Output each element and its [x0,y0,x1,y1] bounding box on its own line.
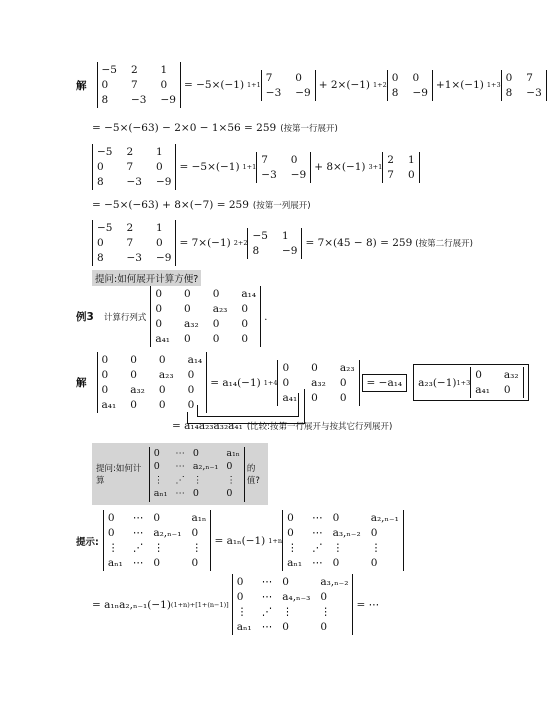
matrix-entry: −9 [295,86,311,99]
matrix-entry: ⋮ [320,606,331,618]
matrix-entry: 0 [287,527,294,539]
matrix-entry: 1 [155,146,163,158]
calc-line: = −5×(−63) − 2×0 − 1×56 = 259 [92,122,277,134]
matrix-entry: −3 [261,168,277,181]
det-4x4 [150,286,261,347]
matrix-entry: 0 [158,384,166,396]
matrix-entry: 8 [101,94,109,106]
matrix-entry: ⋮ [236,606,248,618]
example-text: 计算行列式 [103,312,147,323]
question-text: 提问:如何计算 [96,464,142,486]
matrix-entry: 2 [130,64,138,76]
matrix-entry: 0 [184,303,191,315]
minor-matrix [382,152,419,183]
matrix-entry: a₃₂ [184,318,199,330]
det-4x4 [97,352,208,413]
matrix-entry: 0 [153,447,160,459]
matrix-entry: a₄₁ [155,333,171,345]
matrix-entry: aₙ₁ [107,557,123,569]
matrix-entry: ⋯ [312,512,323,524]
matrix-entry: 0 [391,71,399,84]
matrix-entry: 1 [160,64,168,76]
matrix-entry: 0 [187,399,195,411]
expr: = a₁ₙ(−1) [214,534,266,547]
matrix-entry: ⋯ [261,576,273,588]
matrix-entry: 0 [158,354,166,366]
matrix-entry: 0 [475,369,482,381]
det-nxn [149,447,245,502]
matrix-entry: 0 [192,488,199,499]
matrix-entry: −3 [130,94,147,106]
minor-3x3 [277,360,359,406]
exponent: 1+n [268,536,283,545]
matrix-entry: a₃₂ [503,369,519,381]
exponent: 2+2 [233,239,248,247]
matrix-entry: 0 [407,168,415,181]
minor-matrix [247,228,302,259]
matrix-entry: 0 [241,333,249,345]
matrix-entry: aₙ₁ [287,557,303,569]
question-text: 的值? [246,464,260,486]
matrix-entry: −3 [126,176,142,188]
matrix-entry: 0 [107,527,115,539]
exponent: 1+3 [456,378,471,387]
boxed-term [362,374,408,392]
expr: = 7×(−1) [179,237,231,249]
connector [298,393,299,417]
matrix-entry: 0 [191,557,199,569]
matrix-entry: ⋯ [312,557,323,569]
matrix-entry: ⋯ [132,512,144,524]
matrix-entry: ⋯ [175,461,185,472]
matrix-entry: aₙ₁ [236,621,252,633]
matrix-entry: 0 [158,399,166,411]
matrix-entry: a₄₁ [475,384,490,396]
matrix-entry: 0 [320,621,328,633]
matrix-entry: 0 [332,557,340,569]
matrix-entry: −3 [126,252,142,264]
matrix-entry: 0 [107,512,115,524]
matrix-entry: 0 [101,384,109,396]
det-nxn-minor [282,510,404,571]
matrix-entry: 0 [130,399,137,411]
det-nxn [103,510,212,571]
matrix-entry: 0 [241,303,249,315]
note: (比较:按第一行展开与按其它行列展开) [246,422,393,432]
solution-label: 解 [76,79,87,92]
matrix-entry: 0 [153,512,161,524]
matrix-entry: 8 [252,244,260,257]
matrix-entry: ⋮ [191,542,202,554]
det-nxn-minor [232,574,354,635]
matrix-entry: −9 [281,244,298,257]
matrix-entry: 8 [505,86,513,99]
question-1: 提问:如何展开计算方便? [92,270,201,286]
matrix-entry: −9 [412,86,428,99]
matrix-entry: ⋮ [153,542,164,554]
matrix-entry: 7 [261,153,268,166]
expr: = −5×(−1) [179,161,240,173]
expr: a₂₃(−1) [418,376,457,389]
matrix-entry: 0 [191,527,199,539]
matrix-entry: 0 [153,461,160,472]
matrix-entry: 0 [241,318,249,330]
matrix-entry: a₂₃ [339,361,355,374]
matrix-entry: ⋮ [192,474,203,486]
example-label: 例3 [76,311,94,323]
expr: +1×(−1) [435,79,484,91]
matrix-entry: 0 [339,376,347,389]
boxed-term [413,364,528,401]
matrix-entry: 0 [370,527,378,539]
matrix-entry: ⋯ [312,527,323,539]
matrix-entry: 8 [97,176,104,188]
matrix-entry: ⋰ [312,542,323,554]
matrix-entry: −5 [101,64,117,76]
matrix-entry: 0 [505,71,513,84]
expr: + 2×(−1) [318,79,371,91]
expr: + 8×(−1) [314,161,366,173]
matrix-entry: 0 [282,361,290,374]
matrix-entry: a₂,ₙ₋₁ [153,527,182,539]
matrix-entry: a₂₃ [212,303,228,315]
matrix-entry: 7 [126,161,134,173]
matrix-entry: −9 [155,252,172,264]
matrix-entry: 0 [282,621,289,633]
matrix-entry: 0 [212,333,220,345]
matrix-entry: 0 [236,591,244,603]
minor-matrix [256,152,311,183]
matrix-entry: a₂,ₙ₋₁ [370,512,399,524]
matrix-entry: −3 [526,86,542,99]
matrix-entry: 1 [155,222,163,234]
matrix-entry: 0 [287,512,294,524]
matrix-entry: 7 [130,79,138,91]
matrix-entry: 0 [370,557,378,569]
matrix-entry: 0 [155,318,163,330]
expr: = −a₁₄ [366,376,403,389]
matrix-entry: 7 [387,168,394,181]
matrix-entry: ⋰ [261,606,273,618]
matrix-entry: 0 [160,79,168,91]
det-3x3 [92,144,176,190]
matrix-entry: 0 [184,333,191,345]
matrix-entry: a₃₂ [130,384,145,396]
result-line: = a₁₄a₂₃a₃₂a₄₁ [172,420,243,432]
matrix-entry: a₃,ₙ₋₂ [320,576,349,588]
matrix-entry: 0 [282,376,290,389]
matrix-entry: ⋮ [153,474,164,486]
matrix-entry: aₙ₁ [153,488,168,499]
matrix-entry: ⋮ [287,542,298,554]
matrix-entry: 0 [155,237,163,249]
matrix-entry: a₂,ₙ₋₁ [192,461,219,472]
matrix-entry: a₁₄ [241,288,257,300]
matrix-entry: 0 [101,369,109,381]
matrix-entry: a₃₂ [311,376,326,389]
matrix-entry: 0 [97,161,104,173]
matrix-entry: 0 [187,384,195,396]
matrix-entry: a₁ₙ [191,512,207,524]
exponent: 3+1 [368,163,383,171]
matrix-entry: 7 [265,71,273,84]
period: . [264,310,268,323]
matrix-entry: −5 [97,146,113,158]
exponent: 1+2 [373,81,387,89]
hint-label: 提示: [76,536,99,548]
matrix-entry: a₄₁ [101,399,117,411]
matrix-entry: ⋯ [261,591,273,603]
matrix-entry: 0 [320,591,328,603]
matrix-entry: a₂₃ [158,369,174,381]
minor-matrix [501,70,547,101]
matrix-entry: 8 [97,252,104,264]
matrix-entry: 0 [97,237,104,249]
expr: = ⋯ [356,598,380,611]
exponent: 1+1 [247,81,261,89]
matrix-entry: 0 [130,369,137,381]
matrix-entry: 8 [391,86,399,99]
matrix-entry: 1 [407,153,415,166]
matrix-entry: 0 [226,488,233,499]
matrix-entry: −3 [265,86,282,99]
matrix-entry: 0 [412,71,420,84]
expr: = 7×(45 − 8) = 259 [305,237,413,249]
matrix-entry: ⋯ [261,621,273,633]
matrix-entry: 1 [281,229,289,242]
minor-matrix [387,70,433,101]
matrix-entry: 0 [236,576,244,588]
matrix-entry: 0 [282,576,289,588]
expr: = a₁ₙa₂,ₙ₋₁(−1) [92,598,171,611]
matrix-entry: 0 [184,288,191,300]
question-2 [92,443,268,505]
note: (按第一列展开) [252,201,311,211]
matrix-entry: 0 [226,461,233,472]
matrix-entry: 0 [311,361,318,374]
exponent: 1+3 [486,81,501,89]
exponent: 1+1 [242,163,257,171]
matrix-entry: 0 [295,71,302,84]
det-3x3 [97,62,181,108]
matrix-entry: 0 [101,354,109,366]
note: (按第一行展开) [280,124,338,134]
matrix-entry: −9 [160,94,176,106]
matrix-entry: ⋰ [132,542,144,554]
matrix-entry: −5 [252,229,268,242]
matrix-entry: 0 [332,512,340,524]
matrix-entry: 0 [155,288,163,300]
matrix-entry: 0 [155,303,163,315]
matrix-entry: ⋯ [175,447,185,459]
matrix-entry: −5 [97,222,113,234]
connector [304,389,305,424]
expr: = a₁₄(−1) [210,376,261,389]
matrix-entry: ⋮ [226,474,236,486]
note: (按第二行展开) [415,239,473,249]
matrix-entry: a₄₁ [282,391,298,404]
matrix-entry: 7 [126,237,134,249]
matrix-entry: 0 [311,391,318,404]
matrix-entry: 0 [187,369,195,381]
matrix-entry: ⋯ [175,488,185,499]
minor-2x2 [470,367,523,398]
matrix-entry: a₁₄ [187,354,203,366]
matrix-entry: −9 [155,176,172,188]
solution-label: 解 [76,377,87,389]
matrix-entry: ⋯ [132,557,144,569]
matrix-entry: ⋯ [132,527,144,539]
det-3x3 [92,220,176,266]
exponent: (1+n)+[1+(n−1)] [170,600,229,609]
matrix-entry: ⋮ [107,542,119,554]
calc-line: = −5×(−63) + 8×(−7) = 259 [92,199,249,211]
matrix-entry: 2 [126,146,134,158]
minor-matrix [261,70,316,101]
expr: = −5×(−1) [183,79,245,91]
matrix-entry: −9 [290,168,307,181]
matrix-entry: 0 [290,153,298,166]
matrix-entry: 0 [153,557,161,569]
matrix-entry: 0 [192,447,199,459]
matrix-entry: 0 [212,288,220,300]
matrix-entry: 0 [503,384,511,396]
matrix-entry: a₄,ₙ₋₃ [282,591,311,603]
matrix-entry: 0 [130,354,137,366]
matrix-entry: ⋮ [282,606,293,618]
connector [197,416,299,417]
matrix-entry: 2 [126,222,134,234]
matrix-entry: ⋰ [175,474,185,486]
exponent: 1+4 [263,378,278,387]
matrix-entry: 2 [387,153,394,166]
matrix-entry: 0 [212,318,220,330]
matrix-entry: ⋮ [370,542,382,554]
matrix-entry: a₁ₙ [226,447,240,459]
matrix-entry: a₃,ₙ₋₂ [332,527,361,539]
matrix-entry: 0 [155,161,163,173]
matrix-entry: 0 [339,391,347,404]
matrix-entry: ⋮ [332,542,344,554]
matrix-entry: 0 [101,79,109,91]
matrix-entry: 7 [526,71,533,84]
